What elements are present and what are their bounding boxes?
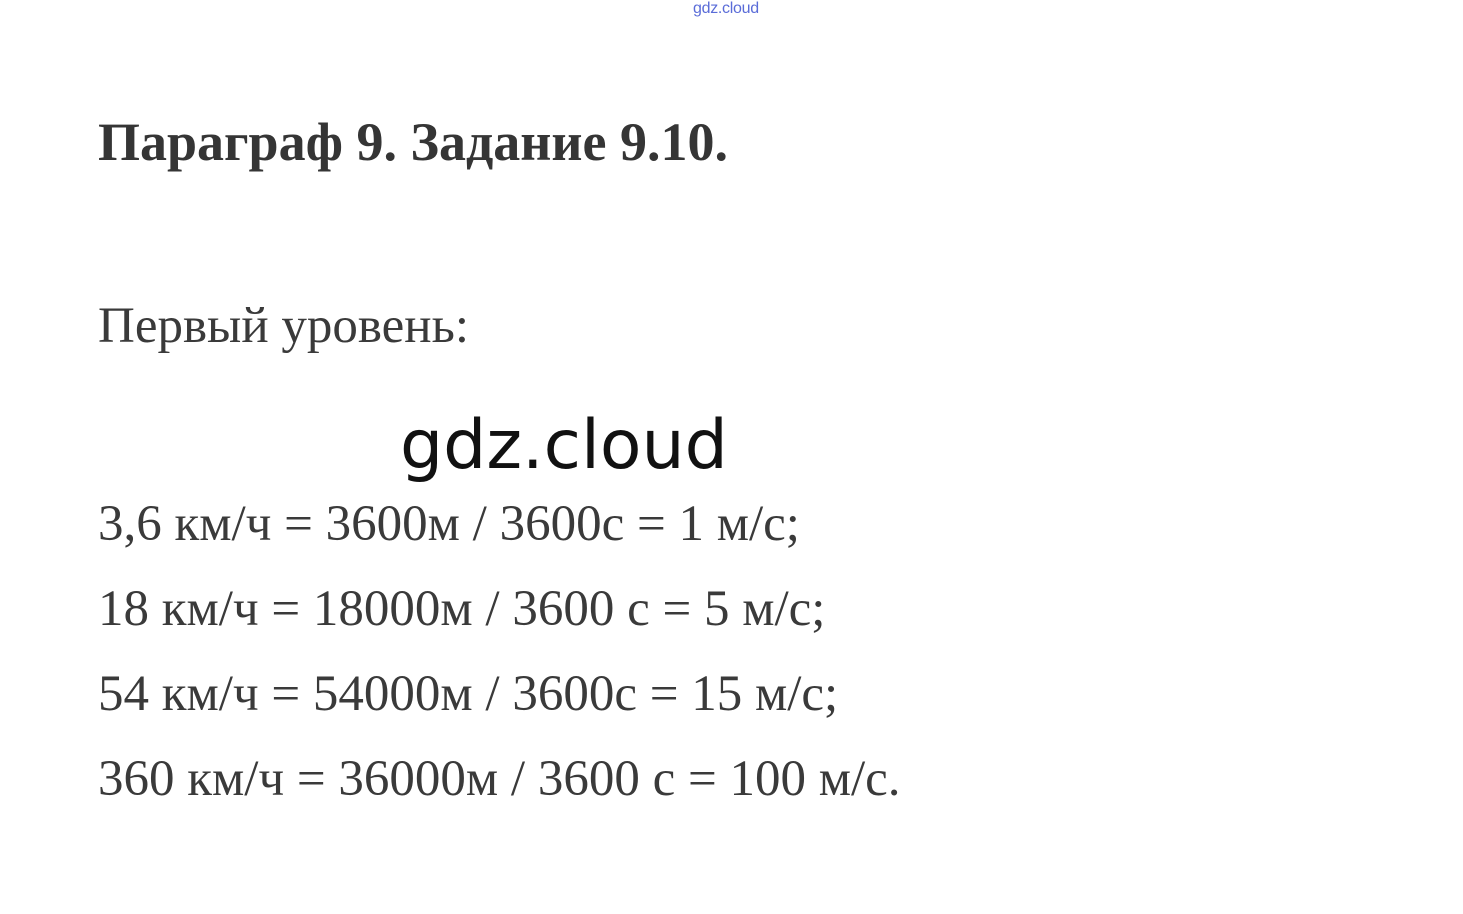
conversion-line: 54 км/ч = 54000м / 3600с = 15 м/с;	[98, 666, 839, 722]
level-heading: Первый уровень:	[98, 298, 469, 354]
watermark-top: gdz.cloud	[693, 0, 759, 17]
watermark-center: gdz.cloud	[400, 406, 728, 485]
page-title: Параграф 9. Задание 9.10.	[98, 112, 728, 172]
conversion-line: 360 км/ч = 36000м / 3600 с = 100 м/с.	[98, 751, 901, 807]
conversion-line: 3,6 км/ч = 3600м / 3600с = 1 м/с;	[98, 496, 800, 552]
conversion-line: 18 км/ч = 18000м / 3600 с = 5 м/с;	[98, 581, 826, 637]
conversion-list	[98, 482, 901, 822]
